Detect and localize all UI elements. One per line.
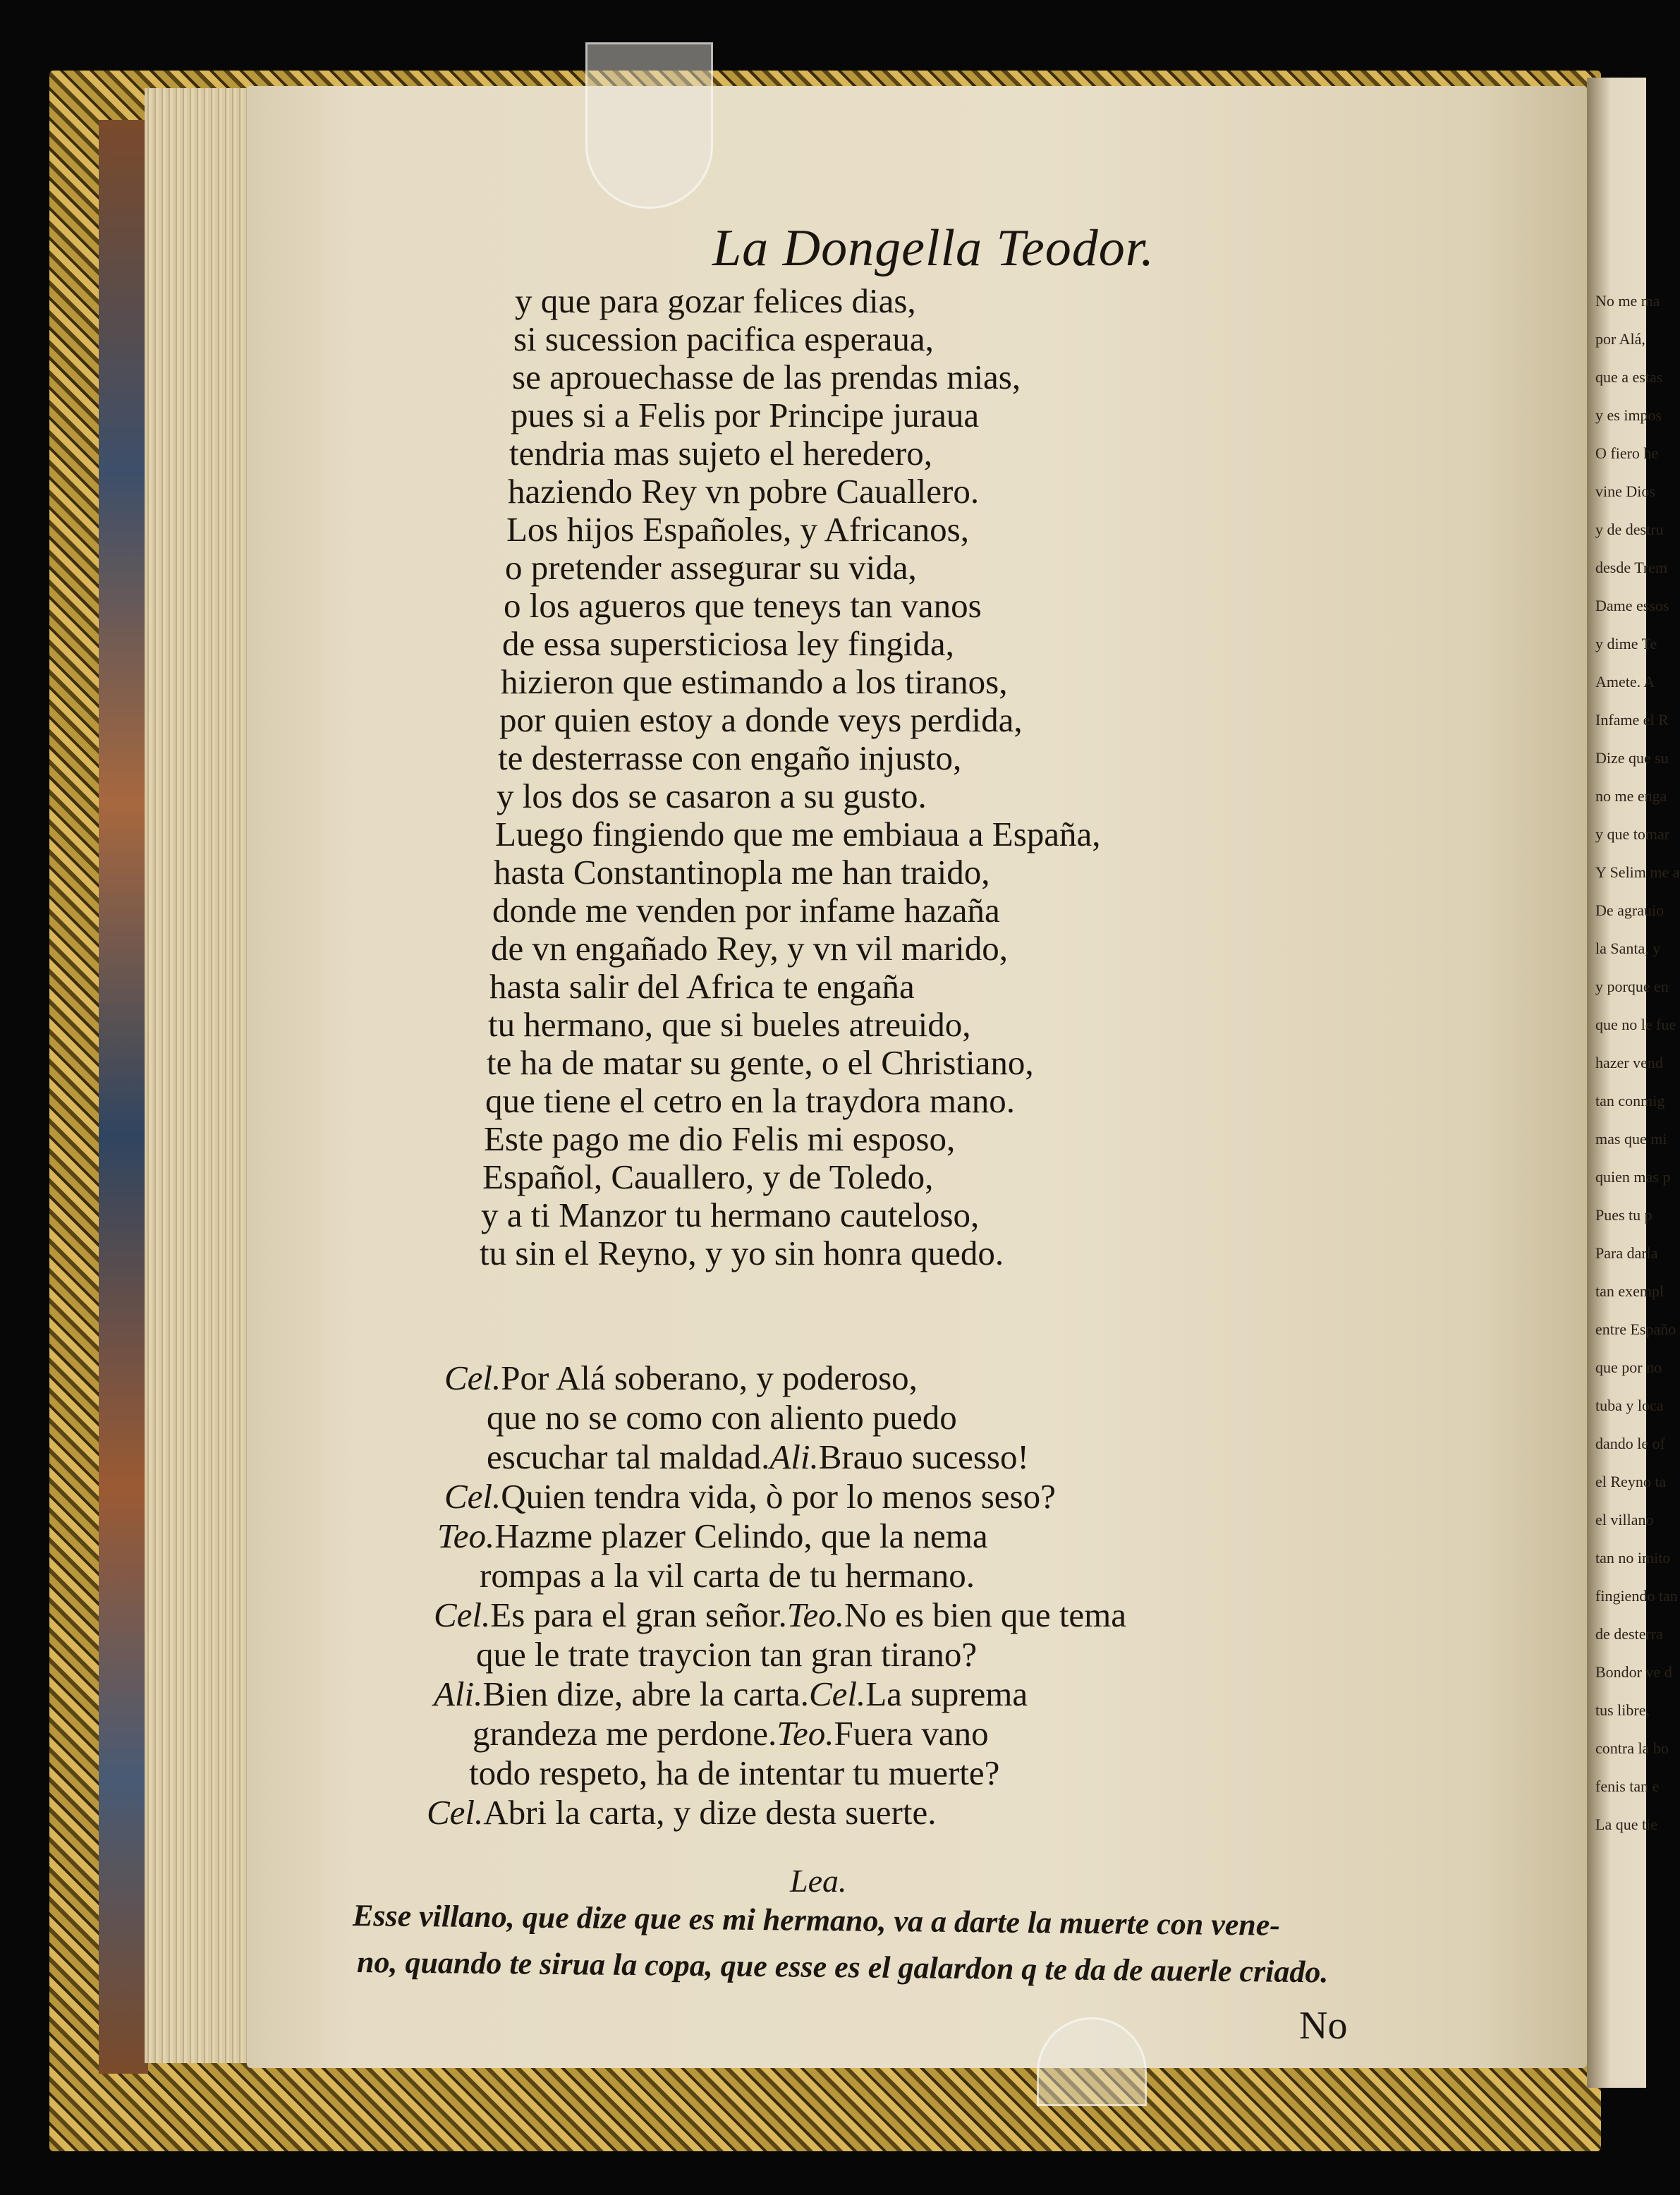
facing-page-fragment: Bondor ve d [1595,1663,1672,1681]
facing-page-fragment: Y Selim me a [1595,863,1680,881]
verse-line: Luego fingiendo que me embiaua a España, [495,815,1101,853]
verse-line: Este pago me dio Felis mi esposo, [484,1119,956,1158]
verse-line: te desterrasse con engaño injusto, [498,738,962,777]
verse-line: tendria mas sujeto el heredero, [509,434,933,473]
verse-line: Español, Cauallero, y de Toledo, [482,1157,934,1196]
verse-line: y los dos se casaron a su gusto. [497,777,927,815]
verse-line: hasta salir del Africa te engaña [489,967,915,1006]
page-clip-top [585,42,713,209]
facing-page-fragment: tan no imito [1595,1549,1671,1567]
facing-page-fragment: y es impos [1595,406,1662,424]
facing-page-fragment: No me ma [1595,292,1660,310]
facing-page-fragment: fingiendo tan [1595,1587,1678,1605]
facing-page-fragment: que a estas [1595,368,1663,386]
verse-line: hasta Constantinopla me han traido, [494,853,990,892]
verse-line: de vn engañado Rey, y vn vil marido, [491,929,1009,968]
facing-page-fragment: tus libre, [1595,1701,1650,1719]
verse-line: y que para gozar felices dias, [515,281,916,320]
facing-page-fragment: contra la bo [1595,1739,1669,1757]
dialogue-line [434,1595,1126,1635]
speech-text: rompas a la vil carta de tu hermano. [480,1556,975,1595]
verse-line: se aprouechasse de las prendas mias, [512,358,1021,396]
letter-line: Esse villano, que dize que es mi hermano, va a darte la muerte con vene- [352,1898,1281,1942]
facing-page-fragment: tuba y loca [1595,1397,1664,1414]
verse-line: tu hermano, que si bueles atreuido, [488,1005,971,1044]
verse-line: o pretender assegurar su vida, [505,548,917,587]
speaker-name: Teo. [786,1595,844,1634]
facing-page-fragment: y de destru [1595,521,1664,538]
dialogue-line [487,1437,1029,1477]
speech-text: que no se como con aliento puedo [487,1398,957,1437]
facing-page-fragment: entre Españo [1595,1320,1676,1338]
dialogue-line [487,1397,957,1437]
speaker-name: Cel. [808,1674,866,1713]
verse-line: donde me venden por infame hazaña [492,891,1000,930]
marbled-endpaper [99,120,148,2074]
speech-text: Abri la carta, y dize desta suerte. [483,1793,937,1832]
speech-text: Es para el gran señor. [490,1595,787,1634]
dialogue-line [437,1516,988,1556]
facing-page-fragment: vine Dios [1595,482,1655,500]
facing-page-fragment: que no le fue [1595,1016,1676,1033]
facing-page-text [1595,282,1680,1844]
facing-page-fragment: de desterra [1595,1625,1663,1643]
verse-line: de essa supersticiosa ley fingida, [502,624,954,663]
dialogue-line [434,1674,1028,1714]
verse-line: que tiene el cetro en la traydora mano. [485,1081,1015,1120]
facing-page-fragment: y que tomar [1595,825,1670,843]
facing-page-fragment: quien mas p [1595,1168,1671,1186]
facing-page-fragment: la Santa, y [1595,940,1661,957]
facing-page-fragment: La que tie [1595,1816,1657,1833]
speaker-name: Ali. [769,1437,819,1476]
dialogue-line [444,1358,918,1398]
verse-line: y a ti Manzor tu hermano cauteloso, [481,1196,980,1234]
verse-line: tu sin el Reyno, y yo sin honra quedo. [480,1234,1004,1272]
speech-text: Quien tendra vida, ò por lo menos seso? [501,1477,1056,1516]
verse-line: hizieron que estimando a los tiranos, [501,662,1008,701]
speaker-name: Teo. [437,1516,495,1555]
verse-line: si sucession pacifica esperaua, [513,320,934,358]
facing-page-fragment: que por no [1595,1358,1662,1376]
facing-page-fragment: por Alá, [1595,330,1645,348]
speech-text: grandeza me perdone. [473,1714,777,1753]
stage-direction: Lea. [790,1863,847,1899]
facing-page-fragment: Dame essos [1595,597,1669,614]
catchword: No [1299,2004,1348,2048]
speech-text: escuchar tal maldad. [487,1437,770,1476]
speech-text: todo respeto, ha de intentar tu muerte? [469,1753,1000,1792]
verse-line: pues si a Felis por Principe juraua [511,396,980,434]
speaker-name: Cel. [444,1477,501,1516]
facing-page-fragment: y porque en [1595,978,1669,995]
facing-page-fragment: mas que mi [1595,1130,1667,1148]
dialogue-line [480,1555,975,1595]
facing-page-fragment: Infame el R [1595,711,1669,729]
dialogue-line [473,1713,989,1753]
speech-text: Hazme plazer Celindo, que la nema [494,1516,988,1555]
facing-page-fragment: no me enga [1595,787,1667,805]
facing-page-fragment: y dime Te [1595,635,1657,652]
speaker-name: Ali. [434,1674,483,1713]
facing-page-fragment: fenis tan e [1595,1777,1660,1795]
speaker-name: Cel. [434,1595,491,1634]
verse-line: te ha de matar su gente, o el Christiano, [487,1043,1034,1082]
facing-page-fragment: el Reyno ta [1595,1473,1667,1490]
facing-page-fragment: hazer vend [1595,1054,1663,1071]
speech-text: No es bien que tema [844,1595,1127,1634]
letter-line: no, quando te sirua la copa, que esse es el galardon q te da de auerle criado. [356,1945,1329,1990]
verse-line: Los hijos Españoles, y Africanos, [506,510,969,549]
speech-text: La suprema [865,1674,1028,1713]
speech-text: Fuera vano [834,1714,989,1753]
running-title: La Dongella Teodor. [712,219,1155,277]
verse-line: haziendo Rey vn pobre Cauallero. [508,472,980,511]
dialogue-line [427,1792,936,1832]
dialogue-line [476,1634,977,1674]
dialogue-line [469,1753,999,1793]
facing-page-fragment: Amete. A [1595,673,1655,691]
speaker-name: Teo. [777,1714,834,1753]
speech-text: Brauo sucesso! [818,1437,1029,1476]
facing-page-fragment: el villano [1595,1511,1654,1528]
facing-page-fragment: tan conmig [1595,1092,1665,1109]
speech-text: Por Alá soberano, y poderoso, [501,1358,918,1397]
dialogue-line [444,1476,1056,1516]
speaker-name: Cel. [444,1358,501,1397]
verse-line: o los agueros que teneys tan vanos [504,586,982,625]
facing-page-fragment: dando le of [1595,1435,1665,1452]
speaker-name: Cel. [427,1793,484,1832]
speech-text: Bien dize, abre la carta. [482,1674,809,1713]
facing-page-fragment: tan exempl [1595,1282,1664,1300]
facing-page-fragment: Para darla [1595,1244,1658,1262]
speech-text: que le trate traycion tan gran tirano? [476,1635,978,1674]
facing-page-fragment: Dize que su [1595,749,1669,767]
facing-page-fragment: Pues tu p [1595,1206,1652,1224]
verse-line: por quien estoy a donde veys perdida, [499,700,1023,739]
facing-page-fragment: O fiero he [1595,444,1659,462]
facing-page-fragment: De agrauio [1595,901,1664,919]
page-block-edges [145,88,250,2063]
facing-page-fragment: desde Trem [1595,559,1668,576]
